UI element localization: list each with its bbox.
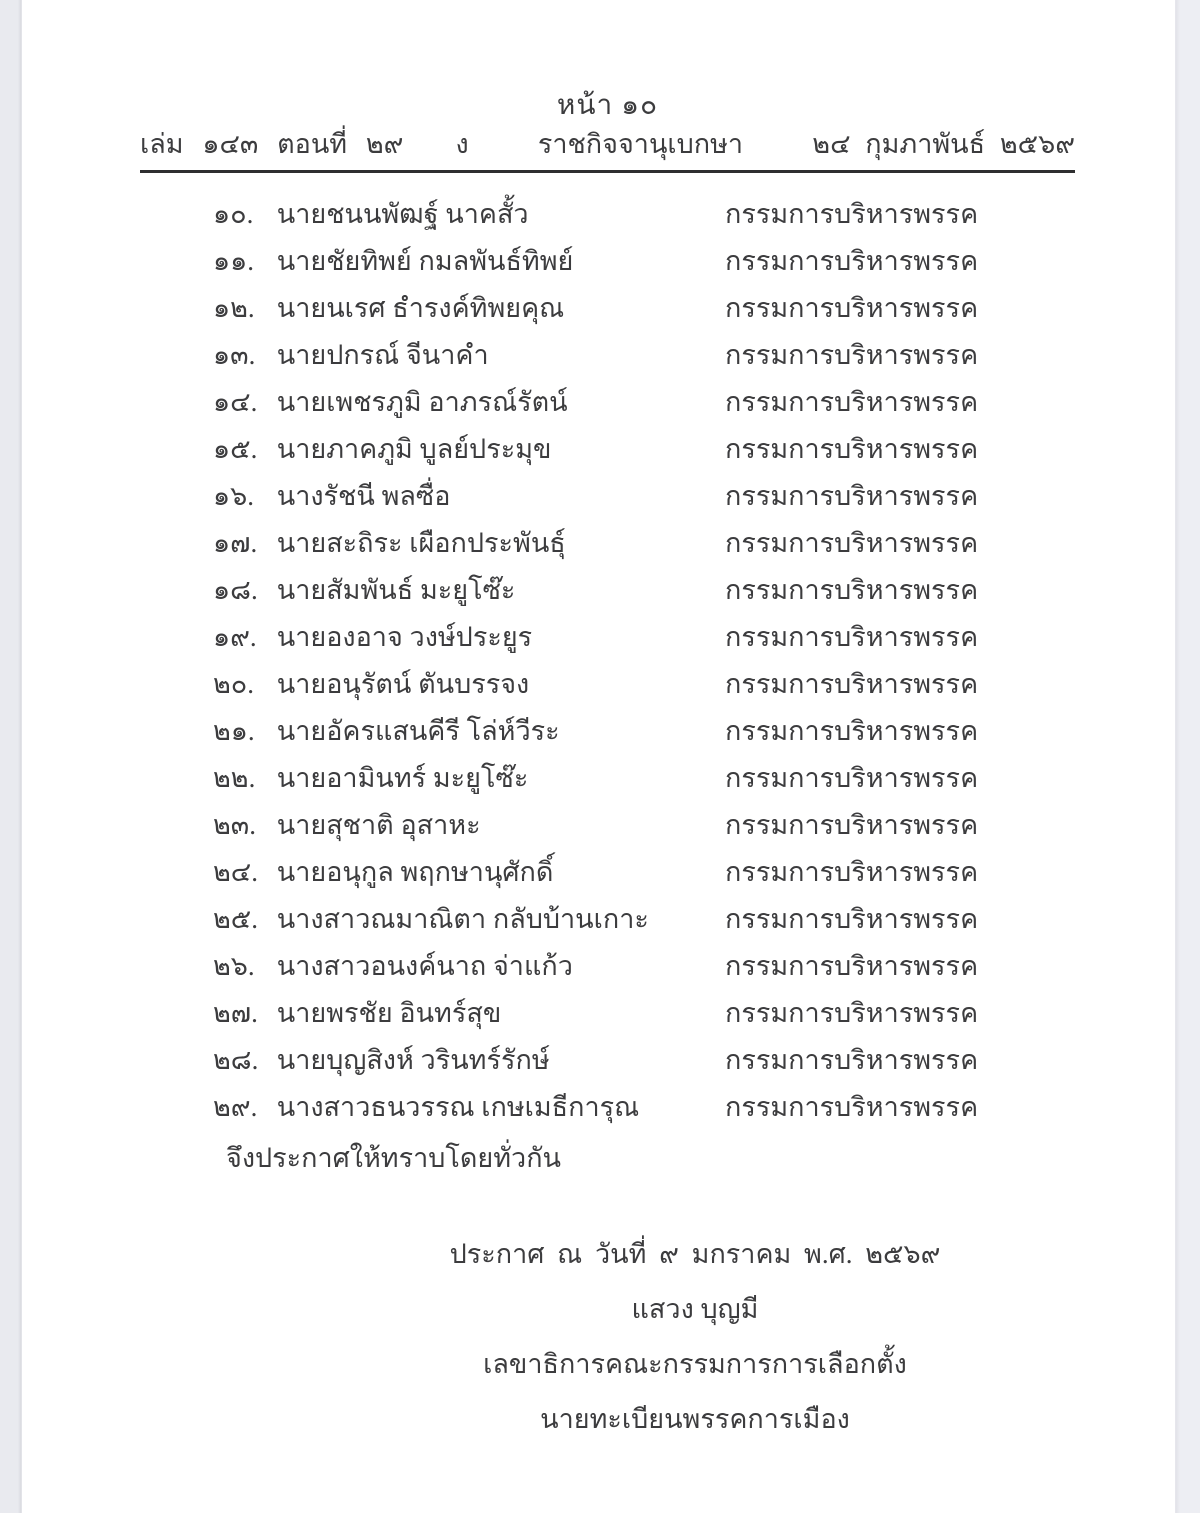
member-number: ๑๑. (213, 246, 255, 276)
member-number: ๒๗. (213, 998, 258, 1028)
member-name: นายอามินทร์ มะยูโซ๊ะ (276, 763, 529, 793)
member-name: นายบุญสิงห์ วรินทร์รักษ์ (276, 1045, 550, 1075)
member-name: นายปกรณ์ จีนาคำ (276, 340, 489, 370)
member-row (140, 755, 1075, 802)
page-number-label: หน้า ๑๐ (556, 90, 659, 121)
member-role: กรรมการบริหารพรรค (725, 951, 979, 981)
member-role: กรรมการบริหารพรรค (725, 1092, 979, 1122)
member-row (140, 332, 1075, 379)
member-name: นายอนุรัตน์ ตันบรรจง (276, 669, 530, 699)
member-name: นายภาคภูมิ บูลย์ประมุข (276, 434, 552, 464)
member-role: กรรมการบริหารพรรค (725, 857, 979, 887)
signatory-title-registrar: นายทะเบียนพรรคการเมือง (540, 1404, 850, 1434)
member-number: ๒๐. (213, 669, 255, 699)
member-number: ๒๑. (213, 716, 255, 746)
member-row (140, 238, 1075, 285)
member-row (140, 191, 1075, 238)
member-row (140, 1084, 1075, 1131)
member-name: นางสาวอนงค์นาถ จ่าแก้ว (276, 951, 573, 981)
member-row (140, 520, 1075, 567)
gazette-page (22, 0, 1175, 1513)
closing-statement: จึงประกาศให้ทราบโดยทั่วกัน (226, 1143, 561, 1173)
member-number: ๒๙. (213, 1092, 258, 1122)
member-number: ๑๘. (213, 575, 258, 605)
member-name: นายพรชัย อินทร์สุข (276, 998, 502, 1028)
volume-part-text: เล่ม ๑๔๓ ตอนที่ ๒๙ (140, 129, 404, 159)
signatory-name: แสวง บุญมี (631, 1294, 759, 1324)
member-row (140, 379, 1075, 426)
signatory-title-secretary-general: เลขาธิการคณะกรรมการการเลือกตั้ง (483, 1349, 907, 1379)
member-role: กรรมการบริหารพรรค (725, 575, 979, 605)
member-name: นางสาวธนวรรณ เกษเมธีการุณ (276, 1092, 640, 1122)
member-row (140, 567, 1075, 614)
member-number: ๑๕. (213, 434, 258, 464)
member-row (140, 708, 1075, 755)
member-row (140, 426, 1075, 473)
member-name: นายสุชาติ อุสาหะ (276, 810, 481, 840)
member-number: ๑๗. (213, 528, 258, 558)
member-row (140, 614, 1075, 661)
member-role: กรรมการบริหารพรรค (725, 716, 979, 746)
member-role: กรรมการบริหารพรรค (725, 904, 979, 934)
member-role: กรรมการบริหารพรรค (725, 669, 979, 699)
member-row (140, 473, 1075, 520)
member-number: ๒๒. (213, 763, 256, 793)
member-name: นายเพชรภูมิ อาภรณ์รัตน์ (276, 387, 568, 417)
member-role: กรรมการบริหารพรรค (725, 528, 979, 558)
member-role: กรรมการบริหารพรรค (725, 387, 979, 417)
member-number: ๑๐. (213, 199, 254, 229)
member-number: ๑๔. (213, 387, 258, 417)
member-row (140, 285, 1075, 332)
member-role: กรรมการบริหารพรรค (725, 434, 979, 464)
member-name: นายชนนพัฒฐ์ นาคสั้ว (276, 199, 529, 229)
page-content (140, 0, 1075, 1447)
member-role: กรรมการบริหารพรรค (725, 998, 979, 1028)
member-number: ๑๒. (213, 293, 255, 323)
member-role: กรรมการบริหารพรรค (725, 340, 979, 370)
member-row (140, 661, 1075, 708)
member-role: กรรมการบริหารพรรค (725, 481, 979, 511)
gazette-title: ราชกิจจานุเบกษา (537, 129, 744, 159)
signature-block (395, 1227, 995, 1447)
member-row (140, 849, 1075, 896)
member-row (140, 1037, 1075, 1084)
member-number: ๑๓. (213, 340, 256, 370)
member-name: นางสาวณมาณิตา กลับบ้านเกาะ (276, 904, 649, 934)
member-name: นายองอาจ วงษ์ประยูร (276, 622, 533, 652)
member-name: นายชัยทิพย์ กมลพันธ์ทิพย์ (276, 246, 574, 276)
member-row (140, 802, 1075, 849)
member-number: ๒๕. (213, 904, 258, 934)
member-number: ๑๙. (213, 622, 257, 652)
member-number: ๑๖. (213, 481, 255, 511)
member-name: นายสะถิระ เผือกประพันธุ์ (276, 528, 566, 558)
member-role: กรรมการบริหารพรรค (725, 246, 979, 276)
member-name: นายอัครแสนคีรี โล่ห์วีระ (276, 716, 560, 746)
gazette-masthead (140, 124, 1075, 173)
member-name: นางรัชนี พลซื่อ (276, 481, 451, 511)
member-role: กรรมการบริหารพรรค (725, 622, 979, 652)
member-row (140, 943, 1075, 990)
member-name: นายนเรศ ธำรงค์ทิพยคุณ (276, 293, 565, 323)
gazette-date: ๒๔ กุมภาพันธ์ ๒๕๖๙ (812, 129, 1075, 159)
member-number: ๒๔. (213, 857, 258, 887)
member-number: ๒๓. (213, 810, 257, 840)
member-role: กรรมการบริหารพรรค (725, 1045, 979, 1075)
member-name: นายสัมพันธ์ มะยูโซ๊ะ (276, 575, 516, 605)
member-name: นายอนุกูล พฤกษานุศักดิ์ (276, 857, 554, 887)
section-letter: ง (455, 129, 469, 159)
member-list (140, 191, 1075, 1131)
member-role: กรรมการบริหารพรรค (725, 810, 979, 840)
member-role: กรรมการบริหารพรรค (725, 763, 979, 793)
member-number: ๒๘. (213, 1045, 259, 1075)
volume-part-label (140, 124, 469, 164)
announcement-date-line: ประกาศ ณ วันที่ ๙ มกราคม พ.ศ. ๒๕๖๙ (449, 1239, 941, 1269)
member-row (140, 896, 1075, 943)
member-row (140, 990, 1075, 1037)
member-number: ๒๖. (213, 951, 255, 981)
member-role: กรรมการบริหารพรรค (725, 199, 979, 229)
member-role: กรรมการบริหารพรรค (725, 293, 979, 323)
